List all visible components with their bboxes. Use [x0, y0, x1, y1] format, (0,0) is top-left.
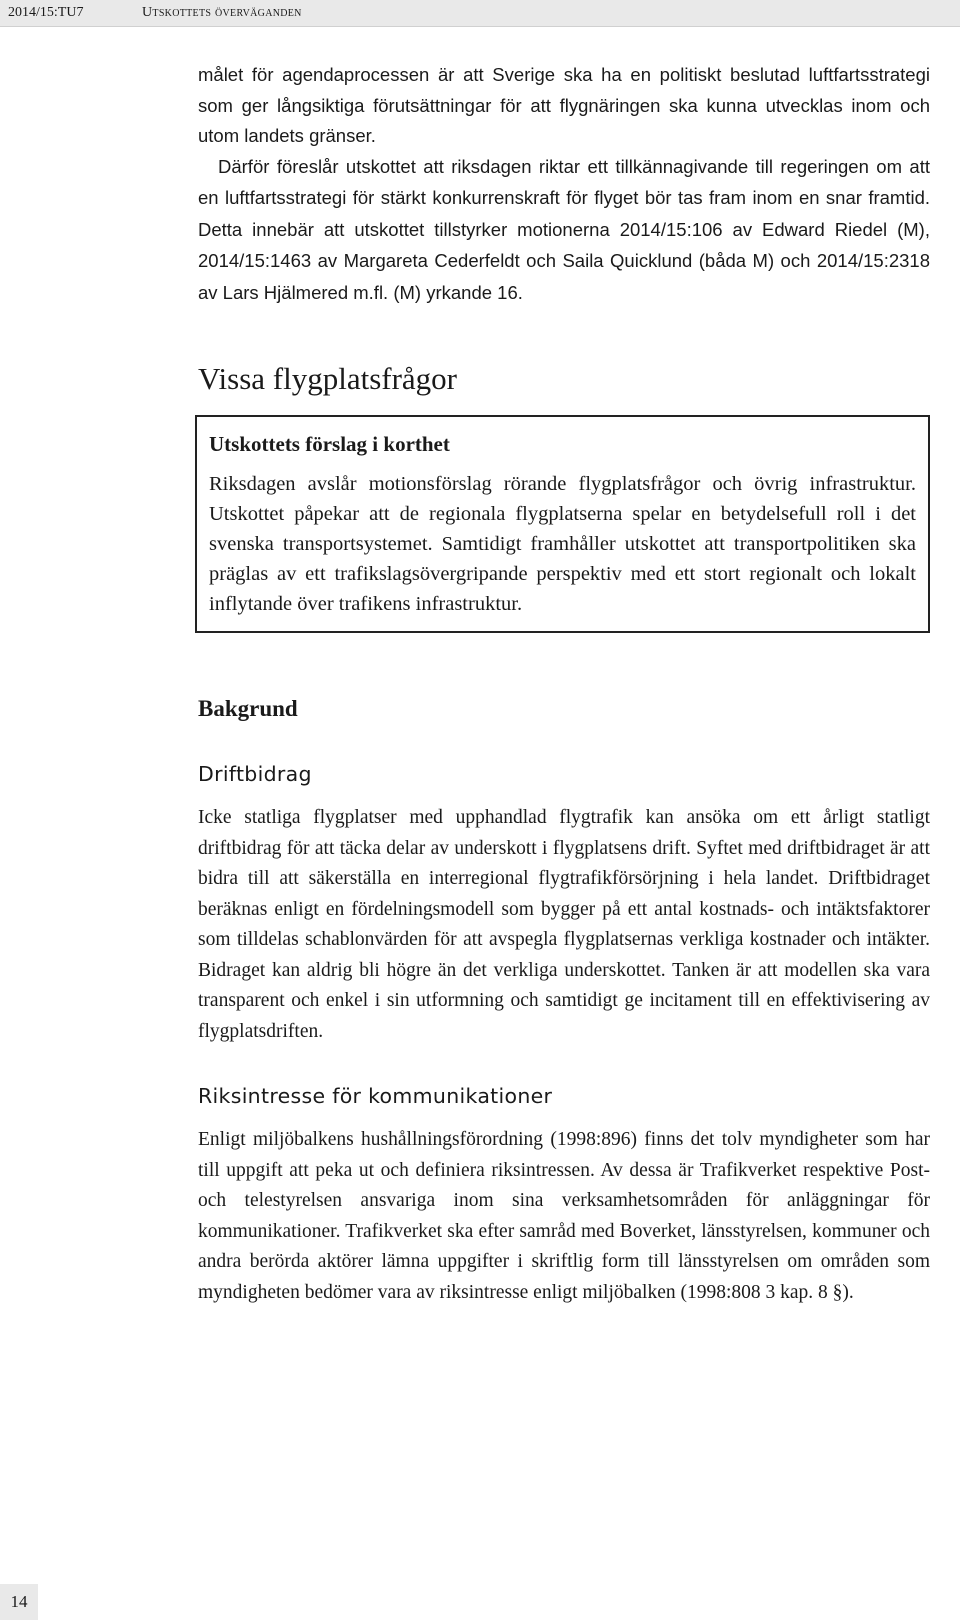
intro-paragraph-1: målet för agendaprocessen är att Sverige ska ha en politiskt beslutad luftfartsstrategi som ger långsiktiga förutsättningar för att flygnäringen ska kunna utvecklas inom och utom landets gränser.: [198, 64, 930, 146]
summary-box: [195, 415, 930, 633]
summary-box-title: Utskottets förslag i korthet: [209, 432, 450, 456]
background-heading: Bakgrund: [198, 696, 298, 721]
driftbidrag-paragraph: Icke statliga flygplatser med upphandlad flygtrafik kan ansöka om ett årligt statligt driftbidrag för att täcka delar av underskott i flygplatsens drift. Syftet med driftbidraget är att bidra till att säkerställa en interregional flygtrafikförsörjning i hela landet. Driftbidraget beräknas enligt en fördelningsmodell som bygger på ett antal kostnads- och intäktsfaktorer som tilldelas schablonvärden för att avspegla flygplatsernas verkliga kostnader och intäkter. Bidraget kan aldrig bli högre än det verkliga underskottet. Tanken är att modellen ska vara transparent och enkel i sin utformning och samtidigt ge incitament till en effektivisering av flygplatsdriften.: [198, 807, 930, 1042]
subsection-heading-driftbidrag: Driftbidrag: [198, 762, 312, 786]
page-content: [198, 60, 930, 1308]
subsection-heading-riksintresse: Riksintresse för kommunikationer: [198, 1084, 553, 1108]
intro-paragraph-2-part-a: Därför föreslår utskottet att riksdagen riktar ett tillkännagivande till regeringen om att en luftfartsstrategi för stärkt konkurrenskraft för flyget bör tas fram inom en snar framtid.: [198, 155, 930, 208]
section-title: Utskottets överväganden: [142, 5, 302, 20]
page-number: 14: [0, 1584, 38, 1620]
document-id: 2014/15:TU7: [8, 5, 84, 20]
running-header: [0, 0, 960, 27]
section-heading: Vissa flygplatsfrågor: [198, 361, 457, 396]
summary-box-text: Riksdagen avslår motionsförslag rörande flygplatsfrågor och övrig infrastruktur. Utskottet påpekar att de regionala flygplatserna spelar en betydelsefull roll i det svenska transportsystemet. Samtidigt framhåller utskottet att transportpolitiken ska präglas av ett trafikslagsövergripande perspektiv med ett stort regionalt och lokalt inflytande över trafikens infrastruktur.: [209, 473, 916, 615]
intro-paragraph-2-part-b: Detta innebär att utskottet tillstyrker motionerna 2014/15:106 av Edward Riedel (M), 2014/15:1463 av Margareta Cederfeldt och Saila Quicklund (båda M) och 2014/15:2318 av Lars Hjälmered m.fl. (M) yrkande 16.: [198, 218, 930, 303]
intro-paragraph-2: [198, 152, 930, 310]
riksintresse-paragraph: Enligt miljöbalkens hushållningsförordning (1998:896) finns det tolv myndigheter som har till uppgift att peka ut och definiera riksintressen. Av dessa är Trafikverket respektive Post- och telestyrelsen ansvariga inom sina verksamhetsområden för anläggningar för kommunikationer. Trafikverket ska efter samråd med Boverket, länsstyrelsen, kommuner och andra berörda aktörer lämna uppgifter i skriftlig form till länsstyrelsen om områden som myndigheten bedömer vara av riksintresse enligt miljöbalken (1998:808 3 kap. 8 §).: [198, 1129, 930, 1303]
